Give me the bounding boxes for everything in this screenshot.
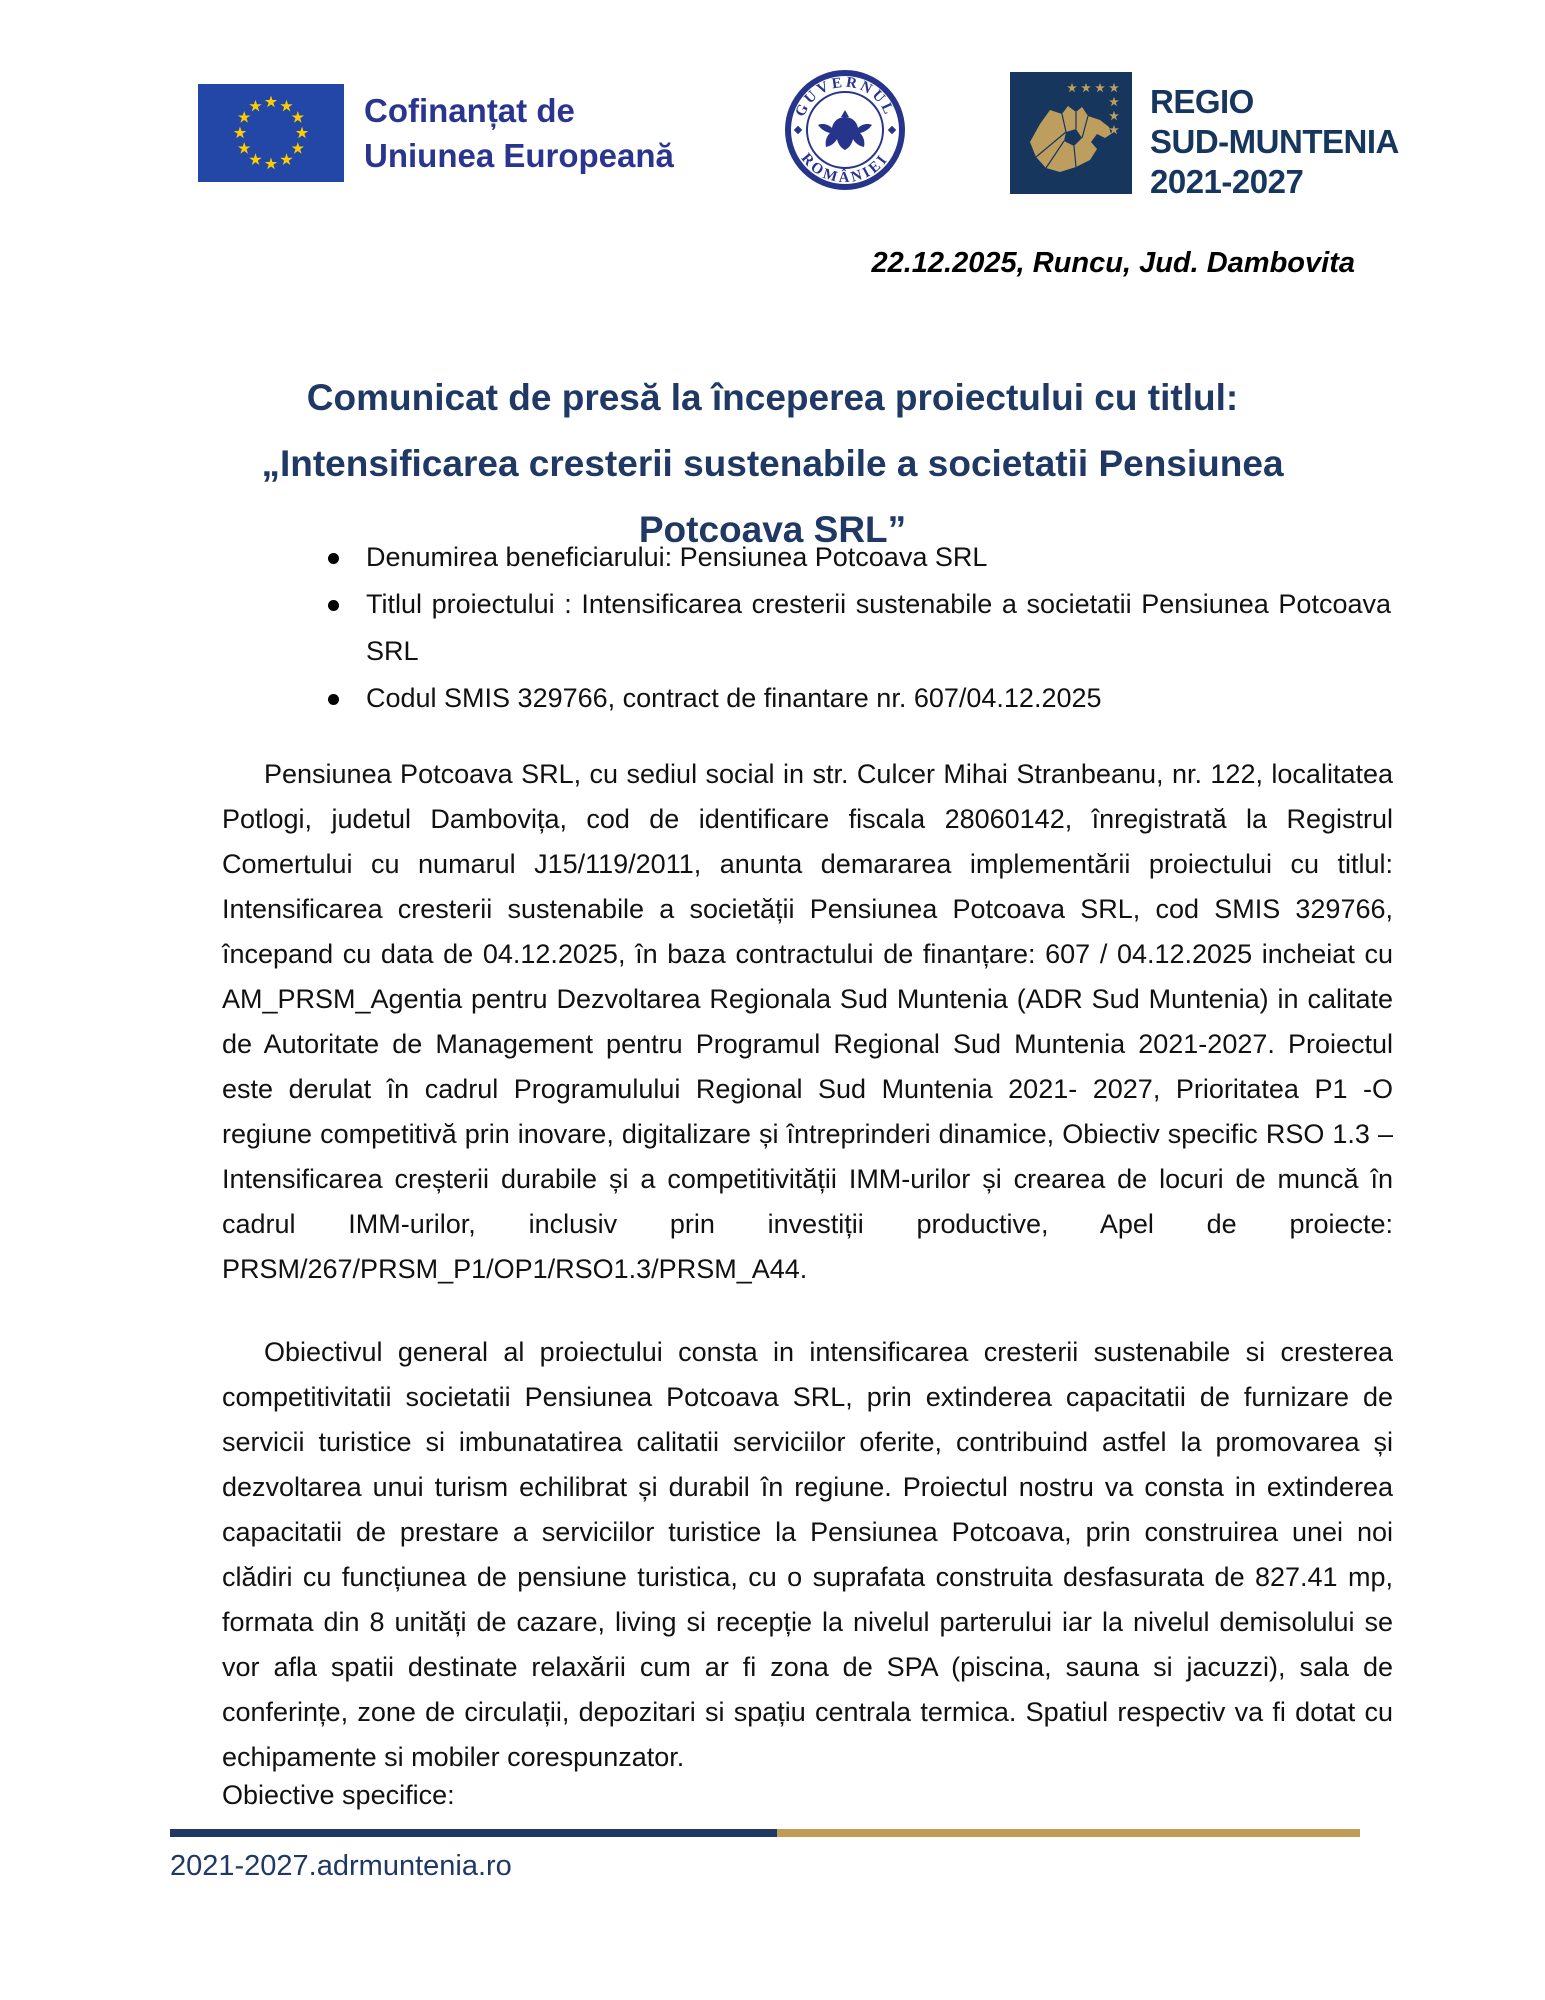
list-item-text: Denumirea beneficiarului: Pensiunea Potcoava SRL — [366, 542, 988, 572]
regio-logo-line3: 2021-2027 — [1150, 163, 1304, 200]
title-line-3: Potcoava SRL” — [638, 508, 907, 550]
project-details-list — [290, 534, 1391, 722]
dateline: 22.12.2025, Runcu, Jud. Dambovita — [871, 247, 1355, 279]
eu-logo-caption — [364, 84, 674, 178]
eu-logo-caption-line1: Cofinanțat de — [364, 92, 575, 129]
romanian-government-seal-icon — [783, 68, 907, 192]
list-item-beneficiary — [290, 534, 1391, 581]
seal-arc-top-text: GUVERNUL — [792, 74, 898, 120]
coat-of-arms-eagle-icon — [818, 110, 872, 150]
seal-arc-bottom-text: ROMÂNIEI — [797, 150, 893, 187]
regio-logo-caption — [1150, 72, 1399, 202]
regio-map-icon — [1010, 72, 1132, 194]
title-line-2: „Intensificarea cresterii sustenabile a societatii Pensiunea — [261, 442, 1284, 484]
footer-url[interactable]: 2021-2027.adrmuntenia.ro — [170, 1850, 512, 1882]
paragraph-general-objective: Obiectivul general al proiectului consta in intensificarea cresterii sustenabile si cresterea competitivitatii societatii Pensiunea Potcoava SRL, prin extinderea capacitatii de furnizare de servicii turistice si imbunatatirea calitatii serviciilor oferite, contribuind astfel la promovarea și dezvoltarea unui turism echilibrat și durabil în regiune. Proiectul nostru va consta in extinderea capacitatii de prestare a serviciilor turistice la Pensiunea Potcoava, prin construirea unei noi clădiri cu funcțiunea de pensiune turistica, cu o suprafata construita desfasurata de 827.41 mp, formata din 8 unități de cazare, living si recepție la nivelul parterului iar la nivelul demisolului se vor afla spatii destinate relaxării cum ar fi zona de SPA (piscina, sauna si jacuzzi), sala de conferințe, zone de circulații, depozitari si spațiu centrala termica. Spatiul respectiv va fi dotat cu echipamente si mobiler corespunzator. — [222, 1337, 1393, 1772]
list-item-text: Titlul proiectului : Intensificarea cresterii sustenabile a societatii Pensiunea Potcoava SRL — [366, 589, 1391, 666]
footer-divider — [170, 1829, 1360, 1837]
list-item-smis-code — [290, 675, 1391, 722]
objectives-heading: Obiective specifice: — [222, 1780, 455, 1810]
list-item-text: Codul SMIS 329766, contract de finantare nr. 607/04.12.2025 — [366, 683, 1102, 713]
regio-sud-muntenia-logo — [1010, 72, 1399, 202]
list-item-project-title — [290, 581, 1391, 675]
eu-logo-caption-line2: Uniunea Europeană — [364, 137, 674, 174]
regio-logo-line2: SUD-MUNTENIA — [1150, 123, 1399, 160]
regio-logo-line1: REGIO — [1150, 83, 1254, 120]
eu-flag-icon — [198, 84, 344, 182]
title-line-1: Comunicat de presă la începerea proiectului cu titlul: — [306, 376, 1239, 418]
eu-cofunded-logo — [198, 84, 674, 182]
paragraph-project-announcement: Pensiunea Potcoava SRL, cu sediul social in str. Culcer Mihai Stranbeanu, nr. 122, localitatea Potlogi, judetul Dambovița, cod de identificare fiscala 28060142, înregistrată la Registrul Comertului cu numarul J15/119/2011, anunta demararea implementării proiectului cu titlul: Intensificarea cresterii sustenabile a societății Pensiunea Potcoava SRL, cod SMIS 329766, începand cu data de 04.12.2025, în baza contractului de finanțare: 607 / 04.12.2025 incheiat cu AM_PRSM_Agentia pentru Dezvoltarea Regionala Sud Muntenia (ADR Sud Muntenia) in calitate de Autoritate de Management pentru Programul Regional Sud Muntenia 2021-2027. Proiectul este derulat în cadrul Programulului Regional Sud Muntenia 2021- 2027, Prioritatea P1 -O regiune competitivă prin inovare, digitalizare și întreprinderi dinamice, Obiectiv specific RSO 1.3 – Intensificarea creșterii durabile și a competitivității IMM-urilor și crearea de locuri de muncă în cadrul IMM-urilor, inclusiv prin investiții productive, Apel de proiecte: PRSM/267/PRSM_P1/OP1/RSO1.3/PRSM_A44. — [222, 759, 1393, 1284]
